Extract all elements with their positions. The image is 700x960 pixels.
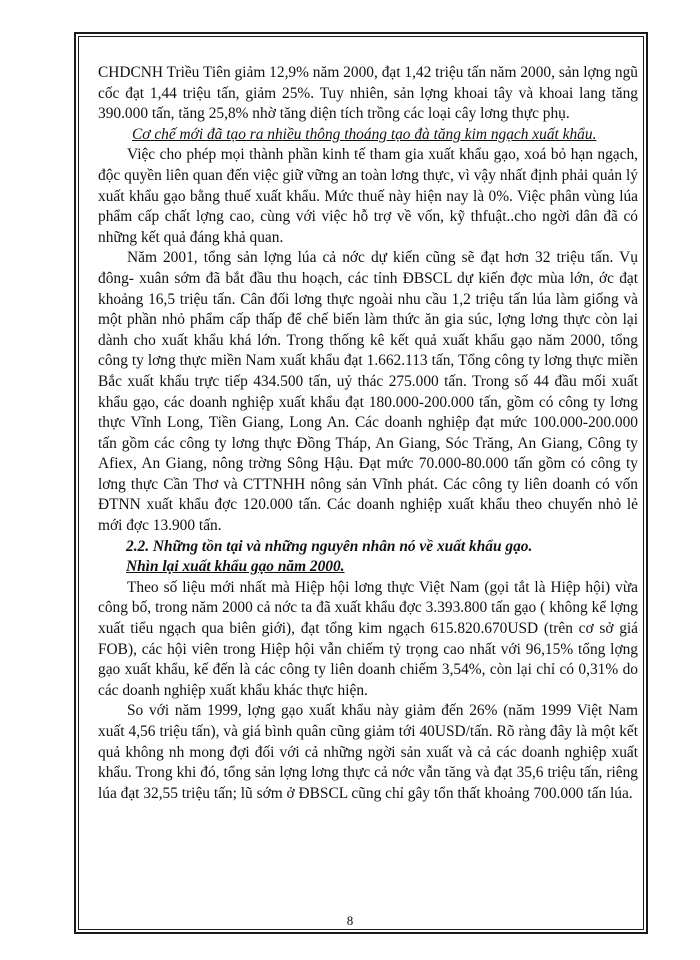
document-body bbox=[98, 63, 638, 804]
page-number: 8 bbox=[346, 913, 354, 928]
paragraph-4: Theo số liệu mới nhất mà Hiệp hội lơng thực Việt Nam (gọi tắt là Hiệp hội) vừa công bố, trong năm 2000 cả nớc ta đã xuất khẩu đợc 3.393.800 tấn gạo ( không kể lợng xuất tiểu ngạch qua biên giới), đạt tổng kim ngạch 615.820.670USD (trên cơ sở giá FOB), các hội viên trong Hiệp hội vẫn chiếm tỷ trọng cao nhất với 96,15% tổng lợng gạo xuất khẩu, kế đến là các công ty liên doanh chiếm 3,54%, còn lại chỉ có 0,31% do các doanh nghiệp xuất khẩu khác thực hiện. bbox=[98, 578, 638, 699]
paragraph-2: Việc cho phép mọi thành phần kinh tế tham gia xuất khẩu gạo, xoá bỏ hạn ngạch, độc quyền liên quan đến việc giữ vững an toàn lơng thực, vì vậy nhất định phải quản lý xuất khẩu gạo bằng thuế xuất khẩu. Mức thuế này hiện nay là 0%. Việc phân vùng lúa phẩm cấp chất lợng cao, cùng với việc hỗ trợ về vốn, kỹ thfuật..cho ngời dân đã có những kết quả đáng khả quan. bbox=[98, 146, 638, 246]
paragraph-3: Năm 2001, tổng sản lợng lúa cả nớc dự kiến cũng sẽ đạt hơn 32 triệu tấn. Vụ đông- xuân sớm đã bắt đầu thu hoạch, các tỉnh ĐBSCL dự kiến đợc mùa lớn, ớc đạt khoảng 16,5 triệu tấn. Cân đối lơng thực ngoài nhu cầu 1,2 triệu tấn lúa làm giống và một phần nhỏ phẩm cấp thấp để chế biến làm thức ăn gia súc, lợng lơng thực còn lại dành cho xuất khẩu khá lớn. Trong thống kê kết quả xuất khẩu gạo năm 2000, tổng công ty lơng thực miền Nam xuất khẩu đạt 1.662.113 tấn, Tổng công ty lơng thực miền Bắc xuất khẩu trực tiếp 434.500 tấn, uỷ thác 275.000 tấn. Trong số 44 đầu mối xuất khẩu gạo, các doanh nghiệp xuất khẩu đạt 180.000-200.000 tấn, gồm có công ty lơng thực Vĩnh Long, Tiền Giang, Long An. Các doanh nghiệp đạt mức 100.000-200.000 tấn gồm các công ty lơng thực Đồng Tháp, An Giang, Sóc Trăng, An Giang, Công ty Afiex, An Giang, nông trờng Sông Hậu. Đạt mức 70.000-80.000 tấn gồm có công ty lơng thực Cần Thơ và CTTNHH nông sản Vĩnh phát. Các công ty liên doanh có vốn ĐTNN xuất khẩu đợc 120.000 tấn. Các doanh nghiệp xuất khẩu theo chuyến nhỏ lẻ mới đợc 13.900 tấn. bbox=[98, 249, 638, 535]
section-heading-mechanism: Cơ chế mới đã tạo ra nhiều thông thoáng tạo đà tăng kim ngạch xuất khẩu. bbox=[132, 125, 597, 143]
section-heading-2-2: 2.2. Những tồn tại và những nguyên nhân nó về xuất khẩu gạo. bbox=[126, 537, 533, 555]
paragraph-1: CHDCNH Triều Tiên giảm 12,9% năm 2000, đạt 1,42 triệu tấn năm 2000, sản lợng ngũ cốc đạt 1,44 triệu tấn, giảm 25%. Tuy nhiên, sản lợng khoai tây và khoai lang tăng 390.000 tấn, tăng 25,8% nhờ tăng diện tích trồng các loại cây lơng thực phụ. bbox=[98, 64, 638, 123]
paragraph-5: So với năm 1999, lợng gạo xuất khẩu này giảm đến 26% (năm 1999 Việt Nam xuất 4,56 triệu tấn), và giá bình quân cũng giảm tới 40USD/tấn. Rõ ràng đây là một kết quả không nh mong đợi đối với cả những ngời sản xuất và cả các doanh nghiệp xuất khẩu. Trong khi đó, tổng sản lợng lơng thực cả nớc vẫn tăng và đạt 35,6 triệu tấn, riêng lúa đạt 32,55 triệu tấn; lũ sớm ở ĐBSCL cũng chỉ gây tổn thất khoảng 700.000 tấn lúa. bbox=[98, 702, 638, 802]
subsection-heading-review-2000: Nhìn lại xuất khẩu gạo năm 2000. bbox=[126, 558, 345, 576]
